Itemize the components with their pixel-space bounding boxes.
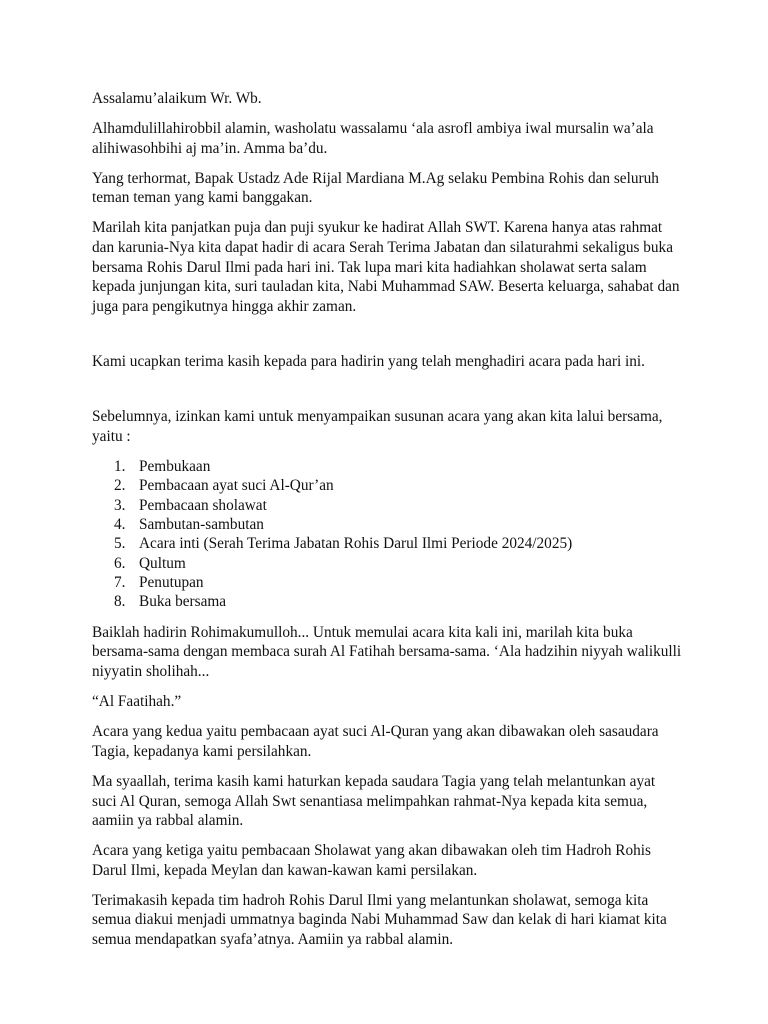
al-fatihah-paragraph: “Al Faatihah.”	[92, 693, 182, 711]
agenda-item-text: Pembukaan	[139, 457, 211, 475]
agenda-item-text: Pembacaan ayat suci Al-Qur’an	[139, 477, 334, 495]
quran-recital-paragraph: Acara yang kedua yaitu pembacaan ayat suci Al-Quran yang akan dibawakan oleh sasaudara Tagia, kepadanya kami persilahkan.	[92, 723, 659, 760]
agenda-item	[92, 554, 682, 573]
paragraph-gap	[92, 382, 682, 407]
quran-thanks-paragraph: Ma syaallah, terima kasih kami haturkan kepada saudara Tagia yang telah melantunkan ayat suci Al Quran, semoga Allah Swt senantiasa melimpahkan rahmat-Nya kepada kita semua, aamiin ya rabbal alamin.	[92, 772, 656, 830]
opening-prayer-paragraph: Alhamdulillahirobbil alamin, washolatu wassalamu ‘ala asrofl ambiya iwal mursalin wa’ala alihiwasohbihi aj ma’in. Amma ba’du.	[92, 120, 654, 157]
agenda-intro-paragraph: Sebelumnya, izinkan kami untuk menyampaikan susunan acara yang akan kita lalui bersama, yaitu :	[92, 408, 663, 445]
agenda-item-number: 4.	[114, 515, 126, 533]
al-fatihah-invitation-paragraph: Baiklah hadirin Rohimakumulloh... Untuk memulai acara kita kali ini, marilah kita buka bersama-sama dengan membaca surah Al Fatihah bersama-sama. ‘Ala hadzihin niyyah walikulli niyyatin sholihah...	[92, 623, 682, 681]
agenda-list	[92, 457, 682, 612]
sholawat-paragraph: Acara yang ketiga yaitu pembacaan Sholawat yang akan dibawakan oleh tim Hadroh Rohis Darul Ilmi, kepada Meylan dan kawan-kawan kami persilakan.	[92, 842, 652, 879]
paragraph-gap	[92, 327, 682, 352]
agenda-item-text: Buka bersama	[139, 593, 227, 611]
agenda-item	[92, 573, 682, 592]
document-page	[92, 89, 682, 960]
agenda-item-number: 3.	[114, 496, 126, 514]
agenda-item-number: 6.	[114, 554, 126, 572]
salutation-paragraph: Yang terhormat, Bapak Ustadz Ade Rijal Mardiana M.Ag selaku Pembina Rohis dan seluruh teman teman yang kami banggakan.	[92, 169, 659, 207]
agenda-item-number: 1.	[114, 457, 126, 475]
agenda-item	[92, 476, 682, 495]
sholawat-thanks-paragraph: Terimakasih kepada tim hadroh Rohis Darul Ilmi yang melantunkan sholawat, semoga kita semua diakui menjadi ummatnya baginda Nabi Muhammad Saw dan kelak di hari kiamat kita semua mendapatkan syafa’atnya. Aamiin ya rabbal alamin.	[92, 891, 667, 949]
agenda-item-text: Qultum	[139, 554, 186, 572]
thanks-paragraph: Kami ucapkan terima kasih kepada para hadirin yang telah menghadiri acara pada hari ini.	[92, 352, 645, 370]
agenda-item-text: Sambutan-sambutan	[139, 515, 264, 533]
agenda-item-text: Acara inti (Serah Terima Jabatan Rohis Darul Ilmi Periode 2024/2025)	[139, 535, 573, 553]
agenda-item	[92, 515, 682, 534]
agenda-item	[92, 592, 682, 611]
agenda-item-number: 7.	[114, 574, 126, 592]
agenda-item-number: 5.	[114, 535, 126, 553]
agenda-item-text: Penutupan	[139, 574, 204, 592]
greeting-paragraph: Assalamu’alaikum Wr. Wb.	[92, 90, 262, 107]
agenda-item	[92, 457, 682, 476]
agenda-item-number: 8.	[114, 593, 126, 611]
gratitude-paragraph: Marilah kita panjatkan puja dan puji syukur ke hadirat Allah SWT. Karena hanya atas rahmat dan karunia-Nya kita dapat hadir di acara Serah Terima Jabatan dan silaturahmi sekaligus buka bersama Rohis Darul Ilmi pada hari ini. Tak lupa mari kita hadiahkan sholawat serta salam kepada junjungan kita, suri tauladan kita, Nabi Muhammad SAW. Beserta keluarga, sahabat dan juga para pengikutnya hingga akhir zaman.	[92, 219, 680, 315]
agenda-item	[92, 496, 682, 515]
agenda-item	[92, 534, 682, 553]
agenda-item-text: Pembacaan sholawat	[139, 496, 267, 514]
agenda-item-number: 2.	[114, 477, 126, 495]
